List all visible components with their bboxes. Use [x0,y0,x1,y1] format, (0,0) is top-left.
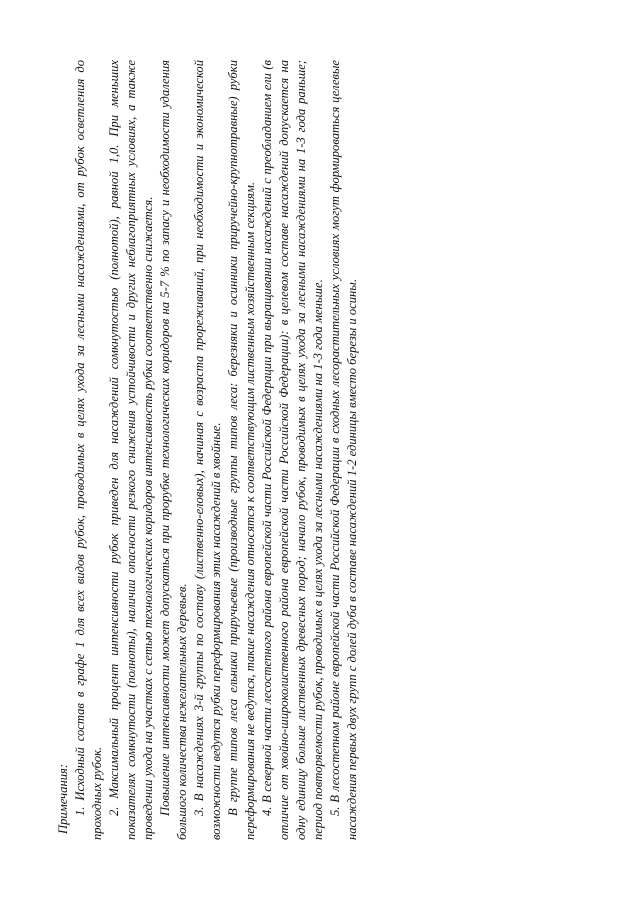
rotated-page-area [55,60,450,840]
note-paragraph-4: 4. В северной части лесостепного района европейской части Российской Федерации при выращивании насаждений с преобладанием ели (в отличие от хвойно-широколиственного района европейской части Российской Федерации): в целевом составе насаждений допускается на одну единицу больше лиственных древесных пород; начало рубок, проводимых в целях ухода за лесными насаждениями на 1-3 года раньше; период повторяемости рубок, проводимых в целях ухода за лесными насаждениями на 1-3 года меньше. [260,60,325,840]
note-paragraph-3-continuation: В группе типов леса ельники приручьевые (производные группы типов леса: березняки и осинники приручейно-крупнотравные) рубки переформирования не ведутся, такие насаждения относятся к соответствующим лиственным хозяйственным секциям. [226,60,257,840]
note-paragraph-5: 5. В лесостепном районе европейской части Российской Федерации в сходных лесорастительных условиях могут формироваться целевые насаждения первых двух групп с долей дуба в составе насаждений 1-2 единицы вместо березы и осины. [328,60,359,840]
notes-heading: Примечания: [56,763,70,834]
notes-text-block [55,60,450,840]
note-paragraph-1: 1. Исходный состав в графе 1 для всех видов рубок, проводимых в целях ухода за лесными насаждениями, от рубок осветления до проходных рубок. [73,60,104,840]
note-paragraph-3: 3. В насаждениях 3-й группы по составу (лиственно-еловых), начиная с возраста прореживаний, при необходимости и экономической возможности ведутся рубки переформирования этих насаждений в хвойные. [192,60,223,840]
note-paragraph-2-continuation: Повышение интенсивности может допускаться при прорубке технологических коридоров на 5-7 % по запасу и необходимости удаления большого количества нежелательных деревьев. [158,60,189,840]
note-paragraph-2: 2. Максимальный процент интенсивности рубок приведен для насаждений сомкнутостью (полнотой), равной 1,0. При меньших показателях сомкнутости (полноты), наличии опасности резкого снижения устойчивости и других неблагоприятных условиях, а также проведении ухода на участках с сетью технологических коридоров интенсивность рубки соответственно снижается. [107,60,155,840]
